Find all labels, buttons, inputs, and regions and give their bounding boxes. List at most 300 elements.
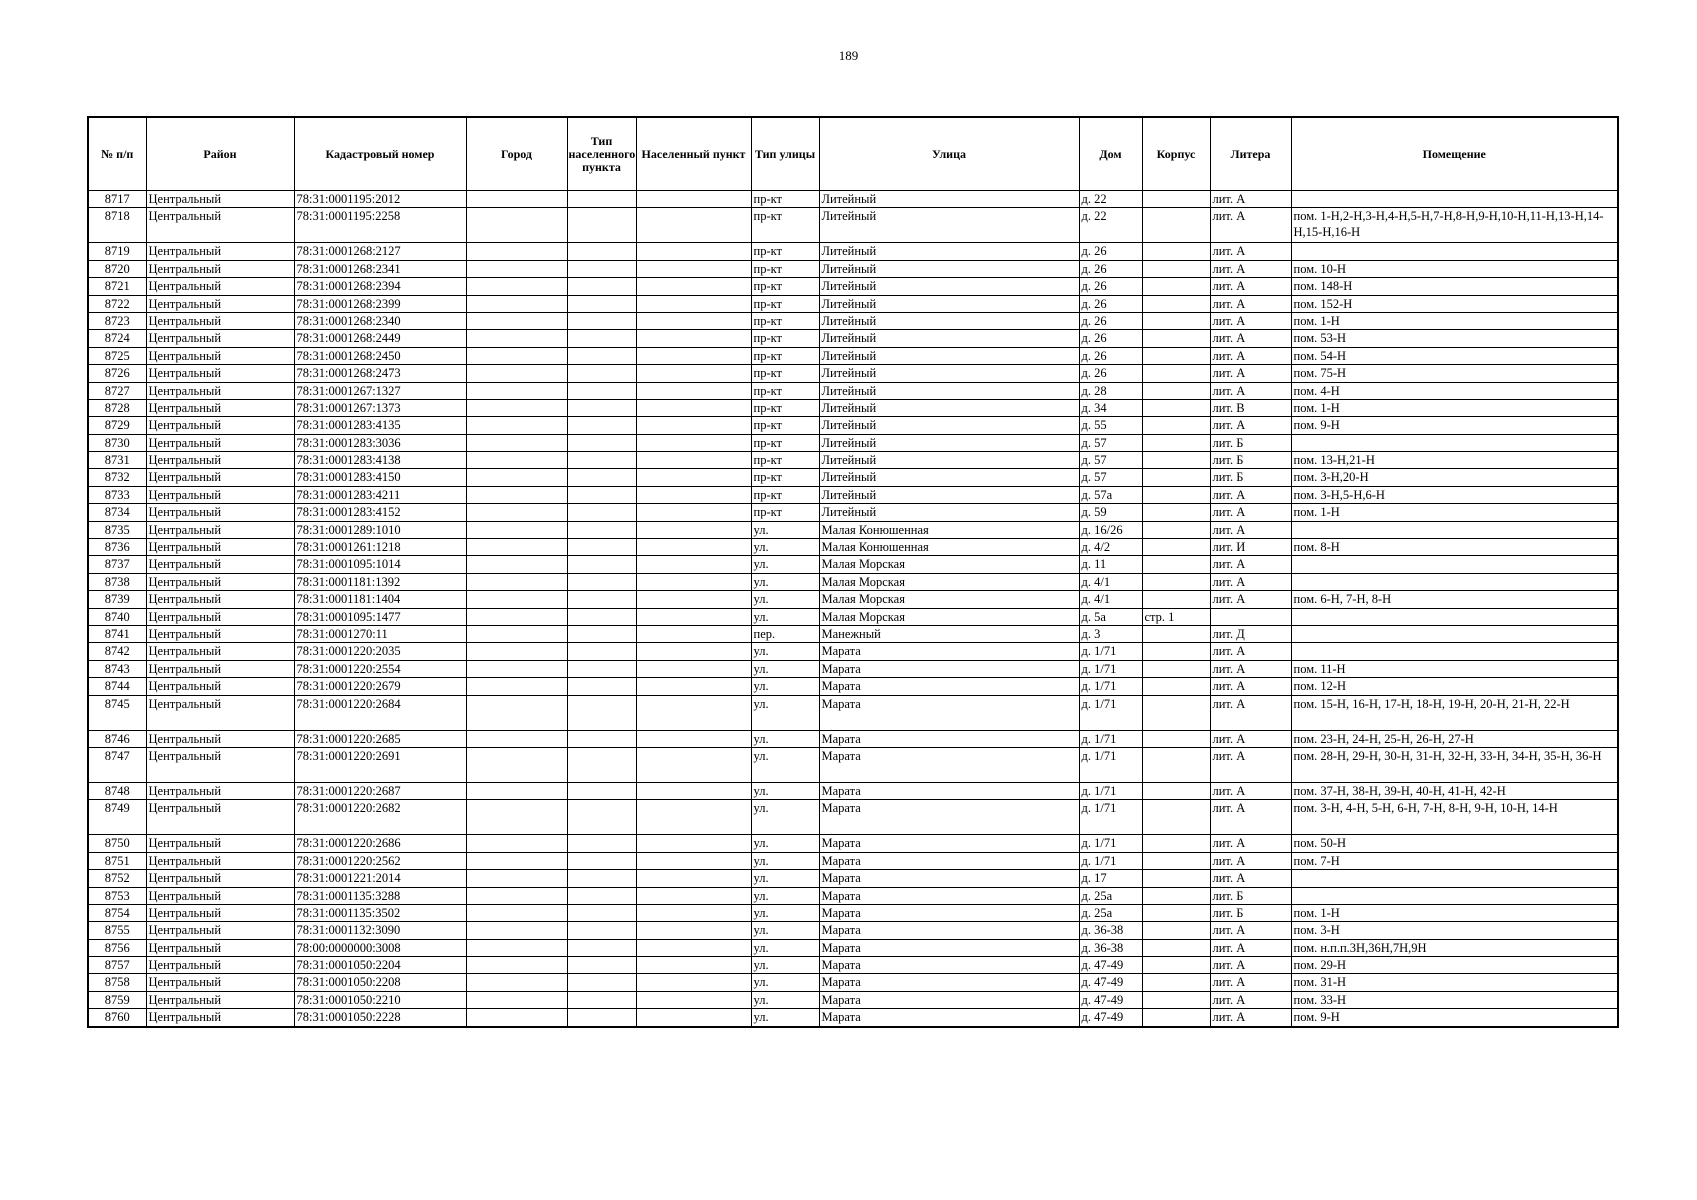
cell-letter: лит. А	[1210, 504, 1291, 521]
cell-premises	[1291, 887, 1618, 904]
cell-district: Центральный	[146, 417, 294, 434]
cell-house: д. 26	[1079, 260, 1142, 277]
cell-city	[466, 417, 567, 434]
cell-settlement	[636, 243, 751, 260]
cell-cadastral-number: 78:31:0001195:2012	[294, 191, 466, 208]
cell-street: Марата	[819, 991, 1079, 1008]
cell-house: д. 1/71	[1079, 660, 1142, 677]
property-registry-table	[87, 116, 1619, 1028]
cell-district: Центральный	[146, 347, 294, 364]
cell-district: Центральный	[146, 782, 294, 799]
cell-letter: лит. А	[1210, 870, 1291, 887]
cell-letter: лит. А	[1210, 556, 1291, 573]
cell-district: Центральный	[146, 573, 294, 590]
cell-settlement-type	[567, 365, 636, 382]
cell-house: д. 26	[1079, 278, 1142, 295]
cell-settlement-type	[567, 974, 636, 991]
cell-building	[1142, 295, 1210, 312]
cell-city	[466, 922, 567, 939]
cell-number: 8760	[88, 1009, 146, 1027]
cell-number: 8722	[88, 295, 146, 312]
cell-building	[1142, 870, 1210, 887]
cell-settlement	[636, 625, 751, 642]
cell-building	[1142, 312, 1210, 329]
cell-city	[466, 191, 567, 208]
cell-district: Центральный	[146, 260, 294, 277]
cell-city	[466, 295, 567, 312]
cell-letter: лит. А	[1210, 678, 1291, 695]
table-row	[88, 469, 1618, 486]
cell-settlement-type	[567, 399, 636, 416]
cell-letter: лит. Б	[1210, 904, 1291, 921]
cell-building	[1142, 521, 1210, 538]
cell-letter: лит. А	[1210, 260, 1291, 277]
cell-city	[466, 1009, 567, 1027]
cell-letter: лит. А	[1210, 573, 1291, 590]
cell-number: 8724	[88, 330, 146, 347]
cell-letter: лит. А	[1210, 486, 1291, 503]
cell-district: Центральный	[146, 1009, 294, 1027]
cell-cadastral-number: 78:31:0001220:2684	[294, 695, 466, 730]
cell-building: стр. 1	[1142, 608, 1210, 625]
cell-settlement	[636, 347, 751, 364]
table-row	[88, 922, 1618, 939]
cell-cadastral-number: 78:31:0001283:4135	[294, 417, 466, 434]
cell-street: Малая Морская	[819, 591, 1079, 608]
cell-settlement	[636, 573, 751, 590]
cell-cadastral-number: 78:31:0001220:2554	[294, 660, 466, 677]
cell-settlement-type	[567, 539, 636, 556]
column-header-building: Корпус	[1142, 117, 1210, 191]
cell-cadastral-number: 78:31:0001268:2450	[294, 347, 466, 364]
cell-street: Малая Морская	[819, 608, 1079, 625]
cell-letter: лит. Б	[1210, 887, 1291, 904]
table-row	[88, 504, 1618, 521]
cell-cadastral-number: 78:31:0001220:2686	[294, 835, 466, 852]
cell-house: д. 57	[1079, 469, 1142, 486]
table-row	[88, 365, 1618, 382]
cell-street: Малая Морская	[819, 556, 1079, 573]
table-row	[88, 243, 1618, 260]
cell-building	[1142, 591, 1210, 608]
cell-district: Центральный	[146, 191, 294, 208]
cell-house: д. 1/71	[1079, 835, 1142, 852]
cell-cadastral-number: 78:31:0001283:4150	[294, 469, 466, 486]
cell-house: д. 11	[1079, 556, 1142, 573]
cell-cadastral-number: 78:31:0001268:2449	[294, 330, 466, 347]
cell-district: Центральный	[146, 382, 294, 399]
page-number: 189	[838, 48, 859, 63]
cell-letter: лит. А	[1210, 312, 1291, 329]
cell-district: Центральный	[146, 835, 294, 852]
table-row	[88, 730, 1618, 747]
cell-street: Марата	[819, 835, 1079, 852]
cell-letter: лит. Д	[1210, 625, 1291, 642]
cell-district: Центральный	[146, 486, 294, 503]
cell-settlement-type	[567, 939, 636, 956]
column-header-street: Улица	[819, 117, 1079, 191]
cell-number: 8735	[88, 521, 146, 538]
cell-settlement	[636, 539, 751, 556]
cell-number: 8718	[88, 208, 146, 243]
cell-house: д. 1/71	[1079, 800, 1142, 835]
cell-building	[1142, 904, 1210, 921]
cell-letter: лит. А	[1210, 974, 1291, 991]
cell-settlement-type	[567, 678, 636, 695]
cell-number: 8732	[88, 469, 146, 486]
cell-house: д. 1/71	[1079, 782, 1142, 799]
cell-cadastral-number: 78:31:0001267:1373	[294, 399, 466, 416]
cell-number: 8719	[88, 243, 146, 260]
cell-house: д. 16/26	[1079, 521, 1142, 538]
cell-number: 8744	[88, 678, 146, 695]
cell-building	[1142, 695, 1210, 730]
cell-street-type: ул.	[751, 974, 819, 991]
cell-premises	[1291, 625, 1618, 642]
cell-building	[1142, 939, 1210, 956]
cell-settlement-type	[567, 208, 636, 243]
cell-premises: пом. 9-Н	[1291, 1009, 1618, 1027]
cell-premises: пом. н.п.п.3Н,36Н,7Н,9Н	[1291, 939, 1618, 956]
cell-premises	[1291, 243, 1618, 260]
table-row	[88, 747, 1618, 782]
cell-city	[466, 887, 567, 904]
cell-building	[1142, 573, 1210, 590]
cell-letter: лит. А	[1210, 521, 1291, 538]
table-row	[88, 660, 1618, 677]
cell-premises: пом. 11-Н	[1291, 660, 1618, 677]
cell-city	[466, 991, 567, 1008]
table-row	[88, 382, 1618, 399]
cell-street: Литейный	[819, 295, 1079, 312]
cell-settlement	[636, 991, 751, 1008]
cell-cadastral-number: 78:31:0001220:2679	[294, 678, 466, 695]
cell-house: д. 57	[1079, 452, 1142, 469]
cell-district: Центральный	[146, 957, 294, 974]
cell-settlement-type	[567, 887, 636, 904]
cell-number: 8717	[88, 191, 146, 208]
cell-street-type: ул.	[751, 991, 819, 1008]
cell-settlement-type	[567, 991, 636, 1008]
cell-letter: лит. А	[1210, 957, 1291, 974]
cell-settlement	[636, 469, 751, 486]
cell-city	[466, 330, 567, 347]
cell-letter: лит. А	[1210, 208, 1291, 243]
cell-street: Литейный	[819, 243, 1079, 260]
cell-building	[1142, 835, 1210, 852]
cell-number: 8753	[88, 887, 146, 904]
cell-cadastral-number: 78:31:0001270:11	[294, 625, 466, 642]
cell-letter: лит. А	[1210, 991, 1291, 1008]
cell-letter: лит. А	[1210, 939, 1291, 956]
cell-settlement	[636, 800, 751, 835]
cell-street: Марата	[819, 852, 1079, 869]
cell-house: д. 26	[1079, 243, 1142, 260]
cell-building	[1142, 974, 1210, 991]
cell-letter: лит. Б	[1210, 452, 1291, 469]
table-row	[88, 800, 1618, 835]
cell-street-type: пр-кт	[751, 312, 819, 329]
cell-cadastral-number: 78:31:0001050:2228	[294, 1009, 466, 1027]
cell-settlement-type	[567, 730, 636, 747]
cell-cadastral-number: 78:00:0000000:3008	[294, 939, 466, 956]
cell-settlement	[636, 678, 751, 695]
cell-number: 8731	[88, 452, 146, 469]
cell-street: Марата	[819, 904, 1079, 921]
cell-settlement-type	[567, 835, 636, 852]
table-row	[88, 852, 1618, 869]
cell-building	[1142, 434, 1210, 451]
column-header-letter: Литера	[1210, 117, 1291, 191]
cell-building	[1142, 191, 1210, 208]
cell-house: д. 28	[1079, 382, 1142, 399]
cell-cadastral-number: 78:31:0001261:1218	[294, 539, 466, 556]
cell-number: 8745	[88, 695, 146, 730]
cell-street-type: пр-кт	[751, 486, 819, 503]
cell-street: Марата	[819, 1009, 1079, 1027]
table-row	[88, 991, 1618, 1008]
cell-premises: пом. 31-Н	[1291, 974, 1618, 991]
cell-house: д. 26	[1079, 347, 1142, 364]
cell-number: 8743	[88, 660, 146, 677]
cell-street: Марата	[819, 939, 1079, 956]
cell-city	[466, 835, 567, 852]
table-row	[88, 591, 1618, 608]
table-header-row	[88, 117, 1618, 191]
cell-street-type: ул.	[751, 591, 819, 608]
cell-letter: лит. А	[1210, 835, 1291, 852]
cell-building	[1142, 643, 1210, 660]
cell-street: Малая Конюшенная	[819, 539, 1079, 556]
cell-street: Литейный	[819, 417, 1079, 434]
cell-settlement-type	[567, 870, 636, 887]
cell-street: Марата	[819, 870, 1079, 887]
cell-street-type: ул.	[751, 678, 819, 695]
cell-house: д. 26	[1079, 330, 1142, 347]
cell-settlement	[636, 870, 751, 887]
cell-cadastral-number: 78:31:0001267:1327	[294, 382, 466, 399]
cell-house: д. 36-38	[1079, 939, 1142, 956]
cell-district: Центральный	[146, 243, 294, 260]
cell-premises: пом. 4-Н	[1291, 382, 1618, 399]
cell-district: Центральный	[146, 660, 294, 677]
cell-settlement-type	[567, 278, 636, 295]
cell-building	[1142, 991, 1210, 1008]
cell-street-type: ул.	[751, 800, 819, 835]
cell-letter: лит. Б	[1210, 469, 1291, 486]
cell-district: Центральный	[146, 399, 294, 416]
cell-street: Марата	[819, 660, 1079, 677]
cell-building	[1142, 278, 1210, 295]
cell-city	[466, 625, 567, 642]
cell-city	[466, 678, 567, 695]
cell-number: 8756	[88, 939, 146, 956]
table-row	[88, 295, 1618, 312]
column-header-cadastral-number: Кадастровый номер	[294, 117, 466, 191]
cell-cadastral-number: 78:31:0001268:2394	[294, 278, 466, 295]
cell-cadastral-number: 78:31:0001268:2341	[294, 260, 466, 277]
cell-settlement-type	[567, 904, 636, 921]
cell-building	[1142, 417, 1210, 434]
cell-number: 8725	[88, 347, 146, 364]
cell-street-type: пр-кт	[751, 260, 819, 277]
cell-letter: лит. А	[1210, 382, 1291, 399]
table-row	[88, 260, 1618, 277]
cell-house: д. 4/2	[1079, 539, 1142, 556]
cell-city	[466, 782, 567, 799]
cell-cadastral-number: 78:31:0001220:2685	[294, 730, 466, 747]
cell-building	[1142, 887, 1210, 904]
cell-house: д. 17	[1079, 870, 1142, 887]
cell-district: Центральный	[146, 330, 294, 347]
table-row	[88, 278, 1618, 295]
cell-premises: пом. 1-Н	[1291, 399, 1618, 416]
cell-city	[466, 469, 567, 486]
column-header-city: Город	[466, 117, 567, 191]
cell-street: Литейный	[819, 434, 1079, 451]
cell-cadastral-number: 78:31:0001132:3090	[294, 922, 466, 939]
cell-number: 8752	[88, 870, 146, 887]
cell-street-type: пр-кт	[751, 417, 819, 434]
cell-settlement	[636, 835, 751, 852]
column-header-premises: Помещение	[1291, 117, 1618, 191]
cell-settlement	[636, 608, 751, 625]
cell-house: д. 34	[1079, 399, 1142, 416]
cell-premises: пом. 148-Н	[1291, 278, 1618, 295]
cell-street: Литейный	[819, 452, 1079, 469]
table-row	[88, 434, 1618, 451]
cell-city	[466, 870, 567, 887]
cell-settlement-type	[567, 295, 636, 312]
cell-premises: пом. 1-Н,2-Н,3-Н,4-Н,5-Н,7-Н,8-Н,9-Н,10-Н,11-Н,13-Н,14-Н,15-Н,16-Н	[1291, 208, 1618, 243]
cell-premises: пом. 54-Н	[1291, 347, 1618, 364]
cell-house: д. 1/71	[1079, 643, 1142, 660]
cell-street: Литейный	[819, 260, 1079, 277]
table-row	[88, 1009, 1618, 1027]
table-row	[88, 573, 1618, 590]
cell-street-type: ул.	[751, 573, 819, 590]
cell-number: 8723	[88, 312, 146, 329]
cell-letter: лит. А	[1210, 695, 1291, 730]
table-row	[88, 556, 1618, 573]
cell-settlement-type	[567, 573, 636, 590]
cell-city	[466, 608, 567, 625]
cell-district: Центральный	[146, 295, 294, 312]
cell-house: д. 47-49	[1079, 1009, 1142, 1027]
cell-street: Марата	[819, 695, 1079, 730]
cell-premises: пом. 15-Н, 16-Н, 17-Н, 18-Н, 19-Н, 20-Н, 21-Н, 22-Н	[1291, 695, 1618, 730]
cell-letter	[1210, 608, 1291, 625]
cell-premises: пом. 28-Н, 29-Н, 30-Н, 31-Н, 32-Н, 33-Н, 34-Н, 35-Н, 36-Н	[1291, 747, 1618, 782]
cell-cadastral-number: 78:31:0001268:2399	[294, 295, 466, 312]
cell-letter: лит. А	[1210, 191, 1291, 208]
cell-settlement	[636, 939, 751, 956]
cell-cadastral-number: 78:31:0001283:4211	[294, 486, 466, 503]
cell-premises: пом. 3-Н,20-Н	[1291, 469, 1618, 486]
cell-building	[1142, 556, 1210, 573]
table-row	[88, 782, 1618, 799]
cell-building	[1142, 852, 1210, 869]
cell-street-type: ул.	[751, 939, 819, 956]
cell-letter: лит. А	[1210, 347, 1291, 364]
cell-premises: пом. 1-Н	[1291, 904, 1618, 921]
cell-cadastral-number: 78:31:0001095:1014	[294, 556, 466, 573]
cell-street-type: пр-кт	[751, 382, 819, 399]
cell-city	[466, 904, 567, 921]
cell-street: Марата	[819, 974, 1079, 991]
cell-settlement-type	[567, 382, 636, 399]
cell-letter: лит. А	[1210, 365, 1291, 382]
cell-street: Литейный	[819, 399, 1079, 416]
cell-district: Центральный	[146, 747, 294, 782]
cell-city	[466, 974, 567, 991]
cell-house: д. 47-49	[1079, 991, 1142, 1008]
cell-district: Центральный	[146, 521, 294, 538]
column-header-district: Район	[146, 117, 294, 191]
cell-building	[1142, 260, 1210, 277]
cell-settlement-type	[567, 625, 636, 642]
cell-premises: пом. 7-Н	[1291, 852, 1618, 869]
cell-settlement	[636, 312, 751, 329]
cell-house: д. 26	[1079, 295, 1142, 312]
column-header-street-type: Тип улицы	[751, 117, 819, 191]
table-row	[88, 625, 1618, 642]
table-row	[88, 643, 1618, 660]
cell-street-type: ул.	[751, 521, 819, 538]
cell-street-type: ул.	[751, 904, 819, 921]
cell-number: 8751	[88, 852, 146, 869]
cell-settlement-type	[567, 504, 636, 521]
cell-cadastral-number: 78:31:0001283:4138	[294, 452, 466, 469]
cell-premises: пом. 3-Н,5-Н,6-Н	[1291, 486, 1618, 503]
cell-building	[1142, 208, 1210, 243]
cell-premises: пом. 23-Н, 24-Н, 25-Н, 26-Н, 27-Н	[1291, 730, 1618, 747]
cell-cadastral-number: 78:31:0001268:2127	[294, 243, 466, 260]
cell-building	[1142, 330, 1210, 347]
cell-settlement-type	[567, 591, 636, 608]
table-row	[88, 312, 1618, 329]
cell-city	[466, 278, 567, 295]
table-row	[88, 887, 1618, 904]
cell-city	[466, 504, 567, 521]
cell-district: Центральный	[146, 208, 294, 243]
cell-street-type: пер.	[751, 625, 819, 642]
cell-settlement-type	[567, 957, 636, 974]
cell-settlement-type	[567, 747, 636, 782]
cell-premises: пом. 13-Н,21-Н	[1291, 452, 1618, 469]
cell-building	[1142, 469, 1210, 486]
cell-city	[466, 747, 567, 782]
cell-settlement-type	[567, 191, 636, 208]
cell-city	[466, 800, 567, 835]
cell-settlement	[636, 1009, 751, 1027]
cell-street-type: ул.	[751, 660, 819, 677]
cell-number: 8738	[88, 573, 146, 590]
cell-cadastral-number: 78:31:0001195:2258	[294, 208, 466, 243]
cell-letter: лит. А	[1210, 922, 1291, 939]
cell-house: д. 1/71	[1079, 695, 1142, 730]
cell-city	[466, 260, 567, 277]
cell-district: Центральный	[146, 469, 294, 486]
cell-street: Литейный	[819, 469, 1079, 486]
cell-building	[1142, 365, 1210, 382]
cell-district: Центральный	[146, 678, 294, 695]
cell-letter: лит. В	[1210, 399, 1291, 416]
cell-city	[466, 521, 567, 538]
cell-settlement-type	[567, 486, 636, 503]
cell-street-type: пр-кт	[751, 330, 819, 347]
cell-house: д. 26	[1079, 312, 1142, 329]
